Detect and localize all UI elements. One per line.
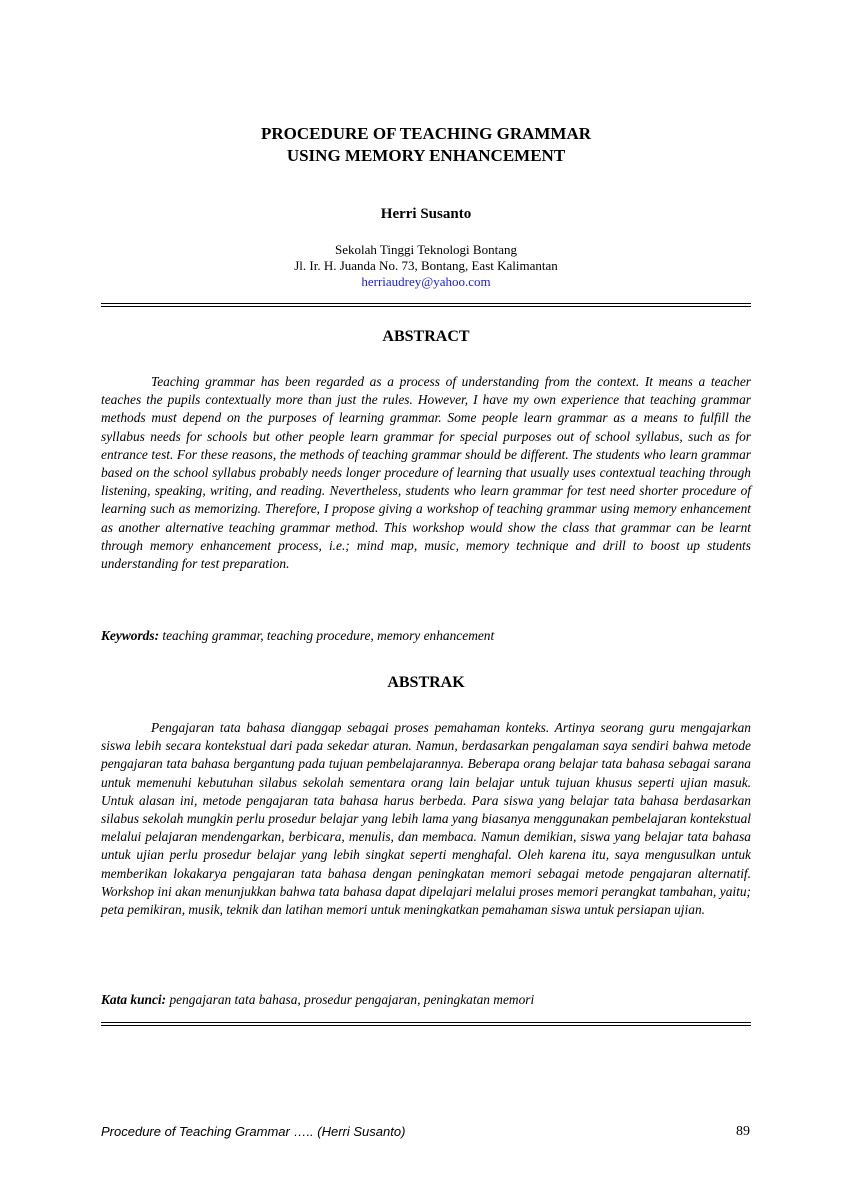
abstrak-body: Pengajaran tata bahasa dianggap sebagai proses pemahaman konteks. Artinya seorang guru mengajarkan siswa lebih secara kontekstual dari pada sekedar aturan. Namun, berdasarkan pengalaman saya sendiri bahwa metode pengajaran tata bahasa bergantung pada tujuan pembelajarannya. Beberapa orang belajar tata bahasa sebagai sarana untuk memenuhi kebutuhan silabus sekolah sementara orang lain belajar untuk tujuan khusus seperti ujian masuk. Untuk alasan ini, metode pengajaran tata bahasa harus berbeda. Para siswa yang belajar tata bahasa berdasarkan silabus sekolah mungkin perlu prosedur belajar yang lebih lama yang biasanya menggunakan pembelajaran kontekstual melalui pelajaran mendengarkan, berbicara, menulis, dan membaca. Namun demikian, siswa yang belajar tata bahasa untuk ujian perlu prosedur belajar yang lebih singkat seperti menghafal. Oleh karena itu, saya mengusulkan untuk memberikan lokakarya pengajaran tata bahasa dengan peningkatan memori sebagai metode pengajaran alternatif. Workshop ini akan menunjukkan bahwa tata bahasa dapat dipelajari melalui proses memori perangkat tambahan, yaitu; peta pemikiran, musik, teknik dan latihan memori untuk meningkatkan pemahaman siswa untuk persiapan ujian. xyxy=(101,720,751,918)
affiliation-line-1: Sekolah Tinggi Teknologi Bontang xyxy=(335,242,517,257)
bottom-divider xyxy=(101,1022,751,1026)
affiliation-line-2: Jl. Ir. H. Juanda No. 73, Bontang, East Kalimantan xyxy=(294,258,558,273)
abstract-keywords xyxy=(101,627,751,645)
running-title: Procedure of Teaching Grammar ….. (Herri Susanto) xyxy=(101,1124,406,1139)
author-email-link[interactable]: herriaudrey@yahoo.com xyxy=(361,274,491,289)
keywords-label: Keywords: xyxy=(101,628,160,643)
abstrak-keywords xyxy=(101,991,751,1009)
top-divider xyxy=(101,303,751,307)
title-line-2: USING MEMORY ENHANCEMENT xyxy=(286,146,566,165)
kata-kunci-label: Kata kunci: xyxy=(101,992,167,1007)
kata-kunci-text: pengajaran tata bahasa, prosedur pengajaran, peningkatan memori xyxy=(169,992,535,1007)
keywords-text: teaching grammar, teaching procedure, memory enhancement xyxy=(162,628,495,643)
abstrak-heading: ABSTRAK xyxy=(387,674,465,691)
abstract-heading: ABSTRACT xyxy=(382,328,470,345)
author-name: Herri Susanto xyxy=(380,206,472,222)
abstract-body: Teaching grammar has been regarded as a process of understanding from the context. It means a teacher teaches the pupils contextually more than just the rules. However, I have my own experience that teaching grammar methods must depend on the purposes of learning grammar. Some people learn grammar as a means to fulfill the syllabus needs for schools but other people learn grammar for special purposes out of school syllabus, such as for entrance test. For these reasons, the methods of teaching grammar should be different. The students who learn grammar based on the school syllabus probably needs longer procedure of learning that usually uses contextual teaching through listening, speaking, writing, and reading. Nevertheless, students who learn grammar for test need shorter procedure of learning such as memorizing. Therefore, I propose giving a workshop of teaching grammar using memory enhancement as another alternative teaching grammar method. This workshop would show the class that grammar can be learnt through memory enhancement process, i.e.; mind map, music, memory technique and drill to boost up students understanding for test preparation. xyxy=(101,374,751,572)
page-number: 89 xyxy=(736,1124,750,1139)
affiliation xyxy=(101,242,751,290)
paper-title xyxy=(101,123,751,167)
title-line-1: PROCEDURE OF TEACHING GRAMMAR xyxy=(260,124,592,143)
